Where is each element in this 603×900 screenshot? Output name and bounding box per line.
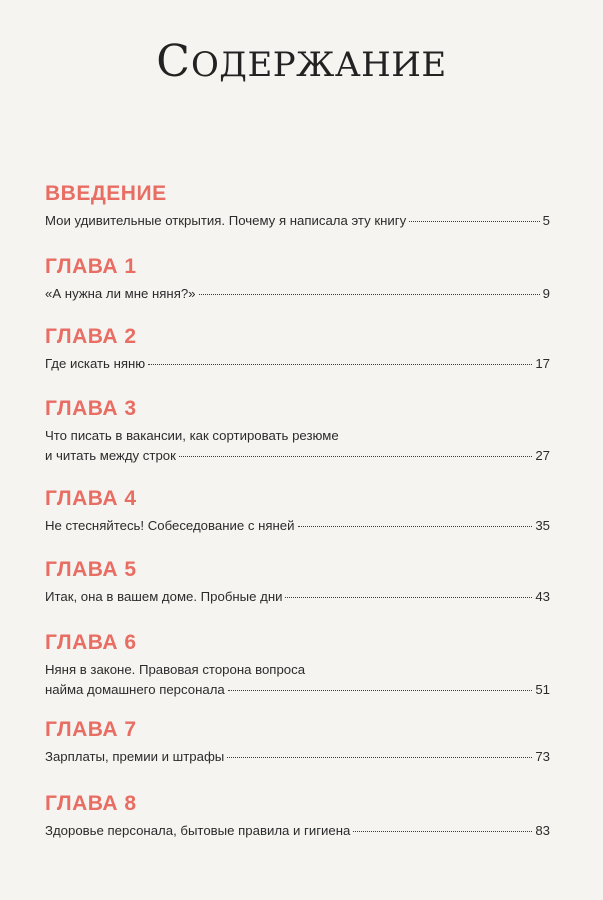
entry-title-line-2: найма домашнего персонала — [45, 682, 225, 697]
dot-leader — [148, 364, 532, 365]
toc-line[interactable] — [45, 446, 550, 466]
chapter-heading: ГЛАВА 6 — [45, 631, 137, 654]
entry-title: Мои удивительные открытия. Почему я написала эту книгу — [45, 213, 407, 228]
toc-entry-chapter-4 — [45, 486, 550, 536]
chapter-heading: ГЛАВА 2 — [45, 325, 137, 348]
chapter-heading: ГЛАВА 4 — [45, 487, 137, 510]
entry-title-line-1: Няня в законе. Правовая сторона вопроса — [45, 662, 306, 677]
toc-line[interactable] — [45, 587, 550, 607]
page-title — [0, 36, 603, 87]
entry-title-line-1: Что писать в вакансии, как сортировать резюме — [45, 428, 339, 443]
page-number: 35 — [535, 518, 550, 533]
toc-entry-chapter-2 — [45, 324, 550, 374]
toc-line[interactable] — [45, 747, 550, 767]
dot-leader — [353, 831, 532, 832]
toc-entry-introduction — [45, 181, 550, 231]
chapter-heading: ГЛАВА 7 — [45, 718, 137, 741]
entry-title: «А нужна ли мне няня?» — [45, 286, 196, 301]
chapter-heading: ГЛАВА 8 — [45, 792, 137, 815]
page-number: 9 — [542, 286, 550, 301]
toc-entry-chapter-1 — [45, 254, 550, 304]
page-number: 27 — [535, 448, 550, 463]
dot-leader — [228, 690, 533, 691]
toc-entry-chapter-3 — [45, 396, 550, 466]
toc-entry-chapter-6 — [45, 630, 550, 700]
toc-line-first[interactable] — [45, 426, 550, 446]
entry-title: Итак, она в вашем доме. Пробные дни — [45, 589, 283, 604]
toc-entry-chapter-7 — [45, 717, 550, 767]
chapter-heading: ГЛАВА 5 — [45, 558, 137, 581]
page-number: 51 — [535, 682, 550, 697]
title-rest: ОДЕРЖАНИЕ — [190, 45, 447, 85]
page-number: 17 — [535, 356, 550, 371]
chapter-heading: ГЛАВА 1 — [45, 255, 137, 278]
entry-title: Здоровье персонала, бытовые правила и гигиена — [45, 823, 351, 838]
page-number: 83 — [535, 823, 550, 838]
toc-entry-chapter-5 — [45, 557, 550, 607]
chapter-heading: ВВЕДЕНИЕ — [45, 182, 167, 205]
toc-line[interactable] — [45, 516, 550, 536]
dot-leader — [179, 456, 532, 457]
toc-line[interactable] — [45, 354, 550, 374]
dot-leader — [409, 221, 539, 222]
page-number: 73 — [535, 749, 550, 764]
entry-title-line-2: и читать между строк — [45, 448, 176, 463]
page-number: 43 — [535, 589, 550, 604]
toc-entry-chapter-8 — [45, 791, 550, 841]
dot-leader — [285, 597, 532, 598]
entry-title: Зарплаты, премии и штрафы — [45, 749, 225, 764]
toc-line[interactable] — [45, 284, 550, 304]
entry-title: Не стесняйтесь! Собеседование с няней — [45, 518, 295, 533]
entry-title: Где искать няню — [45, 356, 146, 371]
toc-line[interactable] — [45, 680, 550, 700]
dot-leader — [227, 757, 532, 758]
title-first-letter: С — [156, 36, 191, 87]
toc-line[interactable] — [45, 211, 550, 231]
toc-line-first[interactable] — [45, 660, 550, 680]
dot-leader — [298, 526, 533, 527]
page-number: 5 — [542, 213, 550, 228]
chapter-heading: ГЛАВА 3 — [45, 397, 137, 420]
dot-leader — [199, 294, 540, 295]
toc-line[interactable] — [45, 821, 550, 841]
